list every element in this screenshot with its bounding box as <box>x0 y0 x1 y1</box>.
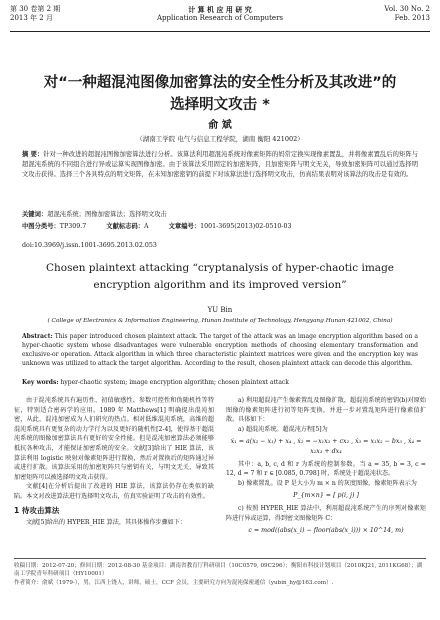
author-en: YU Bin <box>207 306 233 314</box>
right-paragraph-1: a) 利用超混沌产生像素置乱及图像扩散，超混沌系统的密钥(b)对原始图像的像素矩阵进行初等矩阵变换，并进一步对置乱矩阵进行像素值扩散。具体如下： <box>226 397 426 424</box>
clc-value: TP309.7 <box>59 223 87 230</box>
clc-label: 中图分类号： <box>22 223 60 230</box>
intro-paragraph-2: 文献[4]在分析后提出了改进的 HIE 算法，该算法仍存在类似的缺陷。本文对改进算法进行选择明文攻击，仿真实验证明了攻击的有效性。 <box>14 483 214 500</box>
doi: doi:10.3969/j.issn.1001-3695.2013.02.053 <box>22 242 157 249</box>
doc-code-value: A <box>144 223 149 230</box>
doc-code-label: 文献标志码： <box>106 223 145 230</box>
abstract-zh-text: 针对一种改进的超混沌图像加密算法进行分析。该算法利用超混沌系统对像素矩阵的妈常定换实现像素置乱，并将像素置乱后的矩阵与超混沌系统的不同组合进行异或运算实现图像加密。由于该算法采用固定的加密矩阵，且加密矩阵与明文无关，导致加密矩阵可以通过选择明文攻击获得。选择三个各具特点的明文矩阵，在未知加密密钥的前提下对该算法进行选择明文攻击，仿真结果表明对该算法的攻击是有效的。 <box>22 151 418 178</box>
date-zh: 2013 年 2 月 <box>10 14 53 22</box>
doc-code-field <box>106 222 148 232</box>
journal-name-zh: 计 算 机 应 用 研 究 <box>188 5 252 14</box>
affiliation-en: ( College of Electronics & Information Engineering, Hunan Institute of Technology, Hengyang Hunan 421002, China) <box>47 318 393 324</box>
equation-sequence: c = mod((abs(x_i) − floor(abs(x_i))) × 10^14, m) <box>248 527 404 535</box>
right-paragraph-3: 其中：a, b, c, d 和 r 为系统的控制参数。当 a = 35, b = 3, c = 12, d = 7 和 r ∈ [0.085, 0.798] 时，系统处于超混沌状态。 <box>226 460 426 478</box>
body-column-right <box>226 396 426 539</box>
date-en: Feb. 2013 <box>394 14 430 22</box>
keywords-zh <box>22 210 418 220</box>
author-zh: 俞 斌 <box>208 120 232 131</box>
body-column-left <box>14 396 214 528</box>
intro-paragraph-1: 由于混沌系统具有遍历性、初值敏感性、参数可控性和伪随机性等特征，特别适合密码学的应用。1989 年 Matthews[1] 明确提出混沌加密，从此，混沌加密成为人们研究的热点。相对低维混沌系统，高维的超混沌系统具有更复杂的动力学行为以及更好的随机性[2-4]，使得基于超混沌系统的图像加密算法具有更好的安全性能。但是混沌加密算法必须能够抵抗各种攻击，才能保证加密系统的安全。文献[3]给出了 HIE 算法，该算法利用 logistic 映射对像素矩阵进行置换，然后对置换后的矩阵通过异或进行扩散。该算法采用的加密矩阵只与密钥有关，与明文无关，导致其加密矩阵可以被选择明文攻击获得。 <box>14 397 214 481</box>
running-header <box>10 5 430 39</box>
keywords-en-text: hyper-chaotic system; image encryption algorithm; chosen plaintext attack <box>60 379 289 386</box>
footnote: 收稿日期：2012-07-20；修回日期：2012-08-30 基金项目：湖南省教育厅科研项目（10C0579, 09C296）；衡阳市科技计划项目（2010KJ21, 2011KG68）；湖南工学院青年科研项目（HY10001） 作者简介：俞斌（1979-），男，江西上饶人，讲师，硕士，CCF 会员，主要研究方向为混沌保密通信（yubin_hy@163.com）. <box>14 558 426 587</box>
paper-title-zh: 对“一种超混沌图像加密算法的安全性分析及其改进”的选择明文攻击 * <box>43 75 397 113</box>
abstract-en-label: Abstract: <box>22 333 53 340</box>
article-no-field <box>169 222 292 232</box>
volume-zh: 第 30 卷第 2 期 <box>10 5 61 13</box>
right-paragraph-5: c) 按照 HYPER_HIE 算法中，利用超混沌系统产生的序列对像素矩阵进行异或运算，得到密文图像矩阵 C： <box>226 504 426 522</box>
affiliation-zh: （湖南工学院 电气与信息工程学院，湖南 衡阳 421002） <box>136 135 304 143</box>
keywords-en <box>22 378 418 387</box>
abstract-en-text: This paper introduced chosen plaintext attack. The target of the attack was an image encryption algorithm based on a hyper-chaotic system whose disadvantages were vulnerable encryption methods of choosing elementary transformation and exclusive-or operation. Attack algorithm in which three characteristic plaintext matrices were given and the encryption key was unknown was utilized to attack the target algorithm. According to the result, chosen plaintext attack can decode this algorithm. <box>22 333 418 367</box>
journal-name-en: Application Research of Computers <box>156 14 284 22</box>
article-no-value: 1001-3695(2013)02-0510-03 <box>200 223 292 230</box>
abstract-zh-label: 摘 要： <box>22 151 44 158</box>
section-heading-1: 1 待攻击算法 <box>14 505 60 515</box>
keywords-en-label: Key words: <box>22 379 59 386</box>
keywords-zh-label: 关键词： <box>22 211 48 218</box>
keywords-zh-text: 超混沌系统；图像加密算法；选择明文攻击 <box>47 211 167 218</box>
header-center <box>10 5 430 23</box>
header-rule <box>10 31 430 32</box>
section1-paragraph-1: 文献[5]给出的 HYPER_HIE 算法，其具体操作步骤如下： <box>26 519 186 527</box>
article-no-label: 文章编号： <box>168 223 201 230</box>
right-paragraph-2: a) 超混沌系统。超混沌方程[5]为 <box>238 425 328 433</box>
abstract-en <box>22 332 418 368</box>
classification-line <box>22 222 418 232</box>
paper-title-en: Chosen plaintext attacking “cryptanalysis of hyper-chaotic image encryption algorithm and its improved version” <box>45 262 395 291</box>
clc-field <box>22 222 86 232</box>
right-paragraph-4: b) 像素置乱。设 P 是大小为 m × n 的灰度图像，像素矩阵表示为 <box>238 479 417 487</box>
volume-en: Vol. 30 No. 2 <box>384 5 430 13</box>
equation-pixel-matrix: P_{m×n} = [ p(i, j) ] <box>293 492 359 500</box>
header-right <box>384 5 430 23</box>
abstract-zh <box>22 150 418 180</box>
equation-hyperchaos: ẋ₁ = a(x₂ − x₁) + x₄ , ẋ₂ = −x₁x₃ + cx₂ , ẋ₃ = x₁x₂ − bx₃ , ẋ₄ = x₂x₃ + dx₄ <box>230 438 422 455</box>
